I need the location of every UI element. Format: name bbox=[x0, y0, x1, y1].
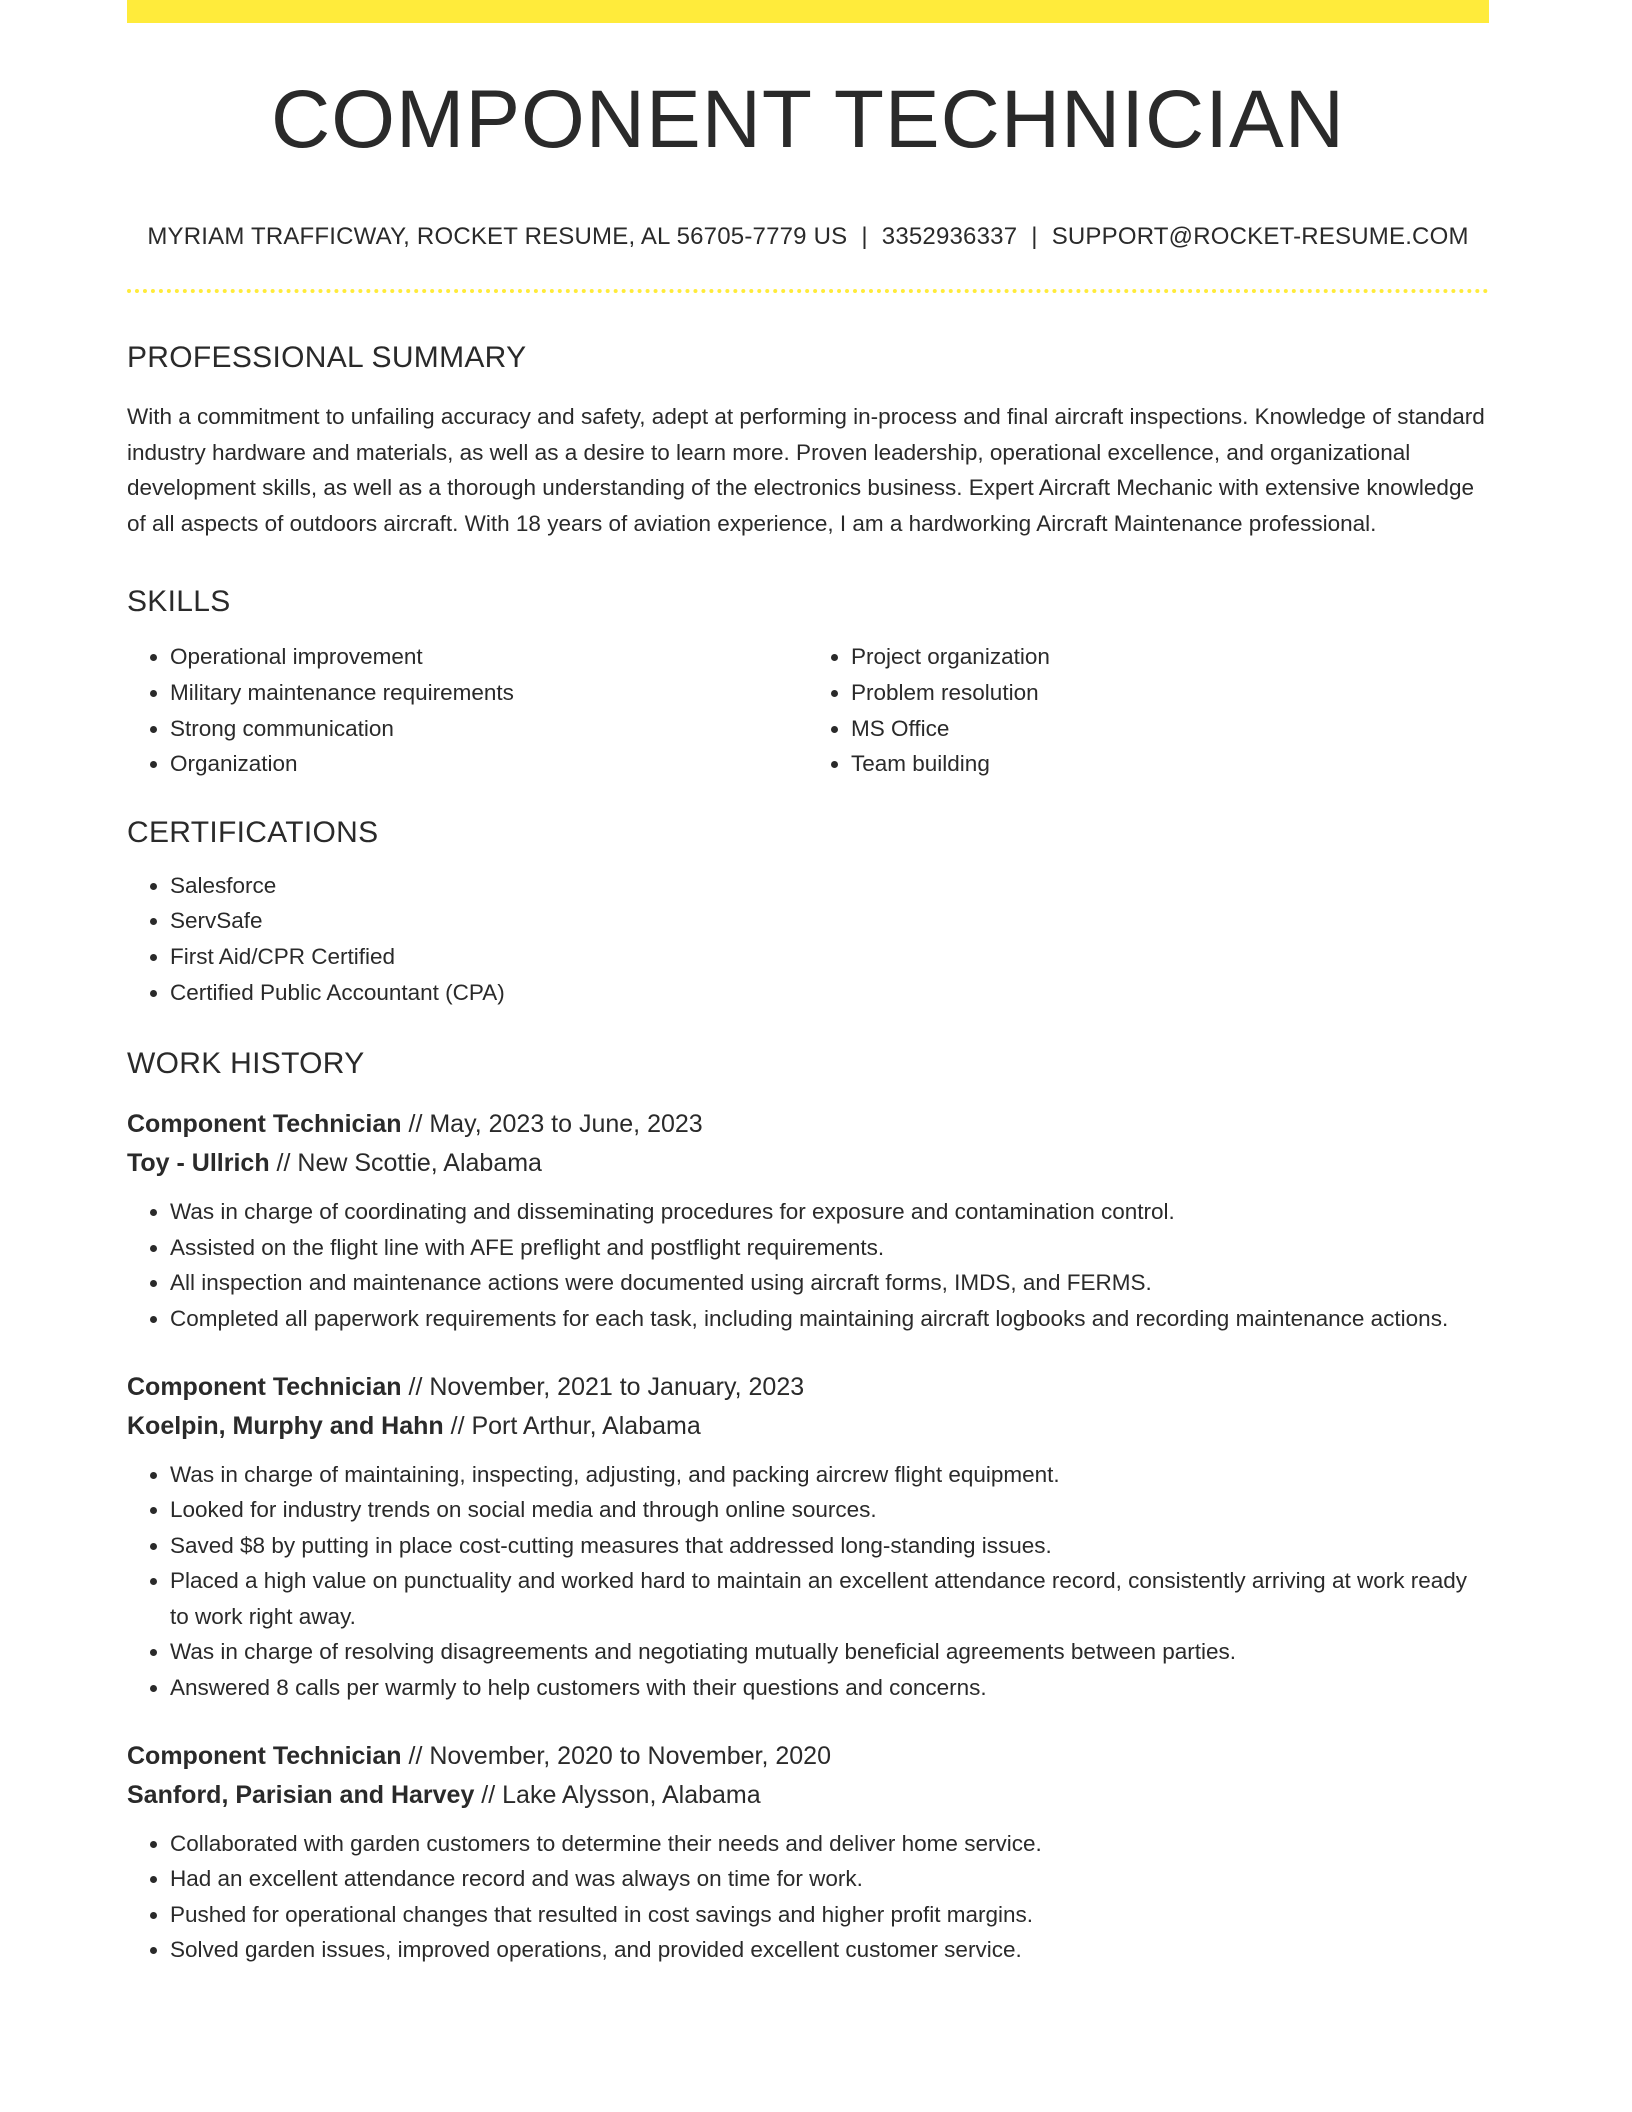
job-entry bbox=[127, 1368, 1489, 1706]
job-bullet: • Placed a high value on punctuality and worked hard to maintain an excellent attendance record, consistently arriving at work ready to work right away. bbox=[170, 1563, 1489, 1634]
contact-separator: | bbox=[861, 223, 868, 250]
skills-columns bbox=[127, 639, 1489, 781]
skill-item: • Organization bbox=[170, 746, 808, 782]
skill-item: • MS Office bbox=[851, 711, 1489, 747]
job-dates: // November, 2020 to November, 2020 bbox=[401, 1741, 831, 1770]
job-title: Component Technician bbox=[127, 1741, 402, 1770]
resume-page bbox=[127, 0, 1489, 1968]
job-company-line bbox=[127, 1776, 1489, 1815]
job-bullet: • Was in charge of maintaining, inspecting, adjusting, and packing aircrew flight equipment. bbox=[170, 1457, 1489, 1493]
job-company-line bbox=[127, 1407, 1489, 1446]
job-location: // Lake Alysson, Alabama bbox=[474, 1780, 761, 1809]
resume-title: COMPONENT TECHNICIAN bbox=[271, 74, 1345, 165]
work-history-heading: WORK HISTORY bbox=[127, 1047, 365, 1081]
skill-item: • Team building bbox=[851, 746, 1489, 782]
job-company: Koelpin, Murphy and Hahn bbox=[127, 1411, 444, 1440]
job-company: Toy - Ullrich bbox=[127, 1149, 270, 1178]
certification-item: • ServSafe bbox=[170, 903, 1489, 939]
certification-item: • Salesforce bbox=[170, 868, 1489, 904]
job-bullet: • Collaborated with garden customers to determine their needs and deliver home service. bbox=[170, 1826, 1489, 1862]
certification-item: • First Aid/CPR Certified bbox=[170, 939, 1489, 975]
job-bullet: • All inspection and maintenance actions were documented using aircraft forms, IMDS, and FERMS. bbox=[170, 1265, 1489, 1301]
job-bullet: • Solved garden issues, improved operations, and provided excellent customer service. bbox=[170, 1932, 1489, 1968]
job-title-line bbox=[127, 1737, 1489, 1776]
job-bullets bbox=[127, 1457, 1489, 1706]
job-company: Sanford, Parisian and Harvey bbox=[127, 1780, 475, 1809]
job-bullet: • Completed all paperwork requirements for each task, including maintaining aircraft logbooks and recording maintenance actions. bbox=[170, 1301, 1489, 1337]
skills-heading: SKILLS bbox=[127, 585, 231, 619]
skill-item: • Military maintenance requirements bbox=[170, 675, 808, 711]
job-entry bbox=[127, 1105, 1489, 1336]
top-accent-bar bbox=[127, 0, 1489, 23]
job-dates: // November, 2021 to January, 2023 bbox=[401, 1372, 805, 1401]
contact-address: MYRIAM TRAFFICWAY, ROCKET RESUME, AL 56705-7779 US bbox=[147, 223, 848, 250]
summary-heading: PROFESSIONAL SUMMARY bbox=[127, 341, 527, 374]
skill-item: • Problem resolution bbox=[851, 675, 1489, 711]
skills-list-right bbox=[808, 639, 1489, 781]
job-location: // Port Arthur, Alabama bbox=[443, 1411, 701, 1440]
dotted-divider bbox=[127, 289, 1489, 293]
contact-email: SUPPORT@ROCKET-RESUME.COM bbox=[1051, 223, 1469, 250]
job-bullet: • Was in charge of coordinating and disseminating procedures for exposure and contamination control. bbox=[170, 1194, 1489, 1230]
job-bullet: • Looked for industry trends on social media and through online sources. bbox=[170, 1492, 1489, 1528]
skill-item: • Operational improvement bbox=[170, 639, 808, 675]
job-bullet: • Saved $8 by putting in place cost-cutting measures that addressed long-standing issues. bbox=[170, 1528, 1489, 1564]
job-title: Component Technician bbox=[127, 1372, 402, 1401]
contact-line bbox=[127, 223, 1489, 251]
certifications-heading: CERTIFICATIONS bbox=[127, 815, 379, 849]
job-bullet: • Was in charge of resolving disagreements and negotiating mutually beneficial agreements between parties. bbox=[170, 1634, 1489, 1670]
skills-list-left bbox=[127, 639, 808, 781]
certification-item: • Certified Public Accountant (CPA) bbox=[170, 975, 1489, 1011]
contact-phone: 3352936337 bbox=[881, 223, 1018, 250]
job-company-line bbox=[127, 1144, 1489, 1183]
job-bullet: • Answered 8 calls per warmly to help customers with their questions and concerns. bbox=[170, 1670, 1489, 1706]
skill-item: • Project organization bbox=[851, 639, 1489, 675]
summary-text: With a commitment to unfailing accuracy and safety, adept at performing in-process and final aircraft inspections. Knowledge of standard industry hardware and materials, as well as a desire to learn more. Proven leadership, operational excellence, and organizational development skills, as well as a thorough understanding of the electronics business. Expert Aircraft Mechanic with extensive knowledge of all aspects of outdoors aircraft. With 18 years of aviation experience, I am a hardworking Aircraft Maintenance professional. bbox=[127, 404, 1485, 536]
job-bullets bbox=[127, 1194, 1489, 1336]
job-title-line bbox=[127, 1368, 1489, 1407]
certifications-list bbox=[127, 868, 1489, 1010]
job-bullet: • Assisted on the flight line with AFE preflight and postflight requirements. bbox=[170, 1230, 1489, 1266]
job-entry bbox=[127, 1737, 1489, 1968]
job-bullets bbox=[127, 1826, 1489, 1968]
job-bullet: • Pushed for operational changes that resulted in cost savings and higher profit margins. bbox=[170, 1897, 1489, 1933]
job-location: // New Scottie, Alabama bbox=[269, 1149, 542, 1178]
job-title-line bbox=[127, 1105, 1489, 1144]
job-bullet: • Had an excellent attendance record and was always on time for work. bbox=[170, 1861, 1489, 1897]
job-dates: // May, 2023 to June, 2023 bbox=[401, 1110, 703, 1139]
job-title: Component Technician bbox=[127, 1110, 402, 1139]
contact-separator: | bbox=[1031, 223, 1038, 250]
skill-item: • Strong communication bbox=[170, 711, 808, 747]
